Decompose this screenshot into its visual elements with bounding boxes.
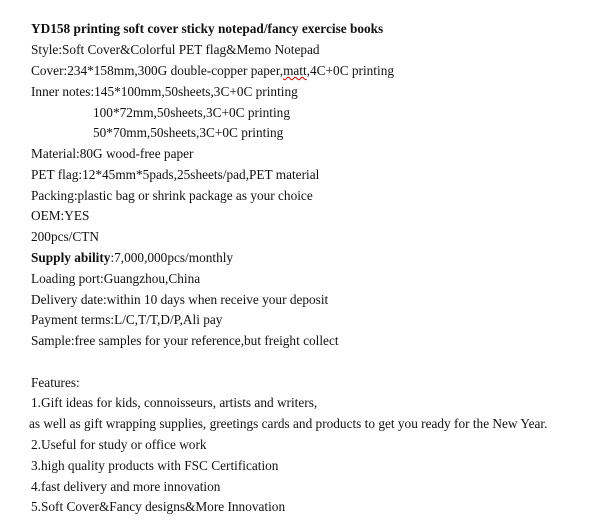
supply-line: [31, 248, 233, 268]
delivery-line: Delivery date:within 10 days when receive your deposit: [31, 292, 329, 307]
features-heading: Features:: [31, 375, 80, 390]
inner-notes-line-2: 100*72mm,50sheets,3C+0C printing: [93, 105, 290, 120]
inner-notes-line-3: 50*70mm,50sheets,3C+0C printing: [93, 125, 284, 140]
inner-notes-line: Inner notes:145*100mm,50sheets,3C+0C printing: [31, 84, 298, 99]
feature-item-5: 5.Soft Cover&Fancy designs&More Innovation: [31, 499, 286, 514]
loading-port-line: Loading port:Guangzhou,China: [31, 271, 201, 286]
cover-text-start: Cover:234*158mm,300G double-copper paper,: [31, 63, 284, 78]
sample-line: Sample:free samples for your reference,but freight collect: [31, 333, 339, 348]
oem-line: OEM:YES: [31, 208, 90, 223]
supply-value: :7,000,000pcs/monthly: [110, 250, 234, 265]
ctn-line: 200pcs/CTN: [31, 229, 99, 244]
style-line: Style:Soft Cover&Colorful PET flag&Memo Notepad: [31, 42, 320, 57]
feature-item-1: 1.Gift ideas for kids, connoisseurs, artists and writers,: [31, 395, 318, 410]
feature-item-1-cont: as well as gift wrapping supplies, greetings cards and products to get you ready for the New Year.: [29, 416, 548, 431]
feature-item-4: 4.fast delivery and more innovation: [31, 479, 221, 494]
feature-item-3: 3.high quality products with FSC Certification: [31, 458, 279, 473]
cover-text-end: ,4C+0C printing: [306, 63, 394, 78]
cover-line: [31, 61, 394, 81]
spellcheck-word: matt: [283, 63, 307, 78]
product-title: YD158 printing soft cover sticky notepad/fancy exercise books: [31, 21, 384, 36]
feature-item-2: 2.Useful for study or office work: [31, 437, 207, 452]
pet-flag-line: PET flag:12*45mm*5pads,25sheets/pad,PET material: [31, 167, 320, 182]
packing-line: Packing:plastic bag or shrink package as your choice: [31, 188, 313, 203]
payment-line: Payment terms:L/C,T/T,D/P,Ali pay: [31, 312, 223, 327]
material-line: Material:80G wood-free paper: [31, 146, 194, 161]
supply-label: Supply ability: [31, 250, 111, 265]
